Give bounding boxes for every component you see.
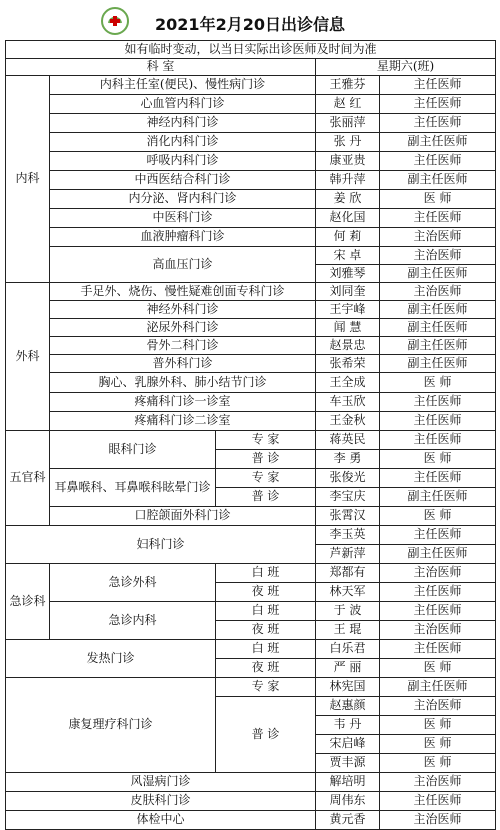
dept-name: 手足外、烧伤、慢性疑难创面专科门诊 [50, 283, 316, 301]
dept-name: 康复理疗科门诊 [6, 678, 216, 773]
doctor-name: 李宝庆 [316, 488, 380, 507]
doctor-title: 医 师 [380, 659, 496, 678]
doctor-name: 王 琨 [316, 621, 380, 640]
doctor-name: 车玉欣 [316, 393, 380, 412]
doctor-name: 周伟东 [316, 792, 380, 811]
visit-type: 专 家 [216, 469, 316, 488]
doctor-title: 副主任医师 [380, 488, 496, 507]
doctor-name: 解培明 [316, 773, 380, 792]
doctor-name: 赵惠颜 [316, 697, 380, 716]
doctor-title: 医 师 [380, 373, 496, 393]
doctor-name: 张俊光 [316, 469, 380, 488]
page-title: 2021年2月20日出诊信息 [155, 15, 345, 34]
dept-name: 普外科门诊 [50, 355, 316, 373]
doctor-title: 主任医师 [380, 640, 496, 659]
doctor-title: 医 师 [380, 450, 496, 469]
doctor-name: 张希荣 [316, 355, 380, 373]
doctor-title: 主任医师 [380, 469, 496, 488]
dept-name: 胸心、乳腺外科、肺小结节门诊 [50, 373, 316, 393]
dept-name: 风湿病门诊 [6, 773, 316, 792]
doctor-title: 主治医师 [380, 811, 496, 830]
dept-name: 皮肤科门诊 [6, 792, 316, 811]
dept-name: 急诊内科 [50, 602, 216, 640]
dept-name: 中西医结合科门诊 [50, 171, 316, 190]
dept-name: 口腔颌面外科门诊 [50, 507, 316, 526]
dept-name: 体检中心 [6, 811, 316, 830]
dept-name: 妇科门诊 [6, 526, 316, 564]
doctor-name: 刘雅琴 [316, 265, 380, 283]
dept-name: 中医科门诊 [50, 209, 316, 228]
dept-name: 疼痛科门诊二诊室 [50, 412, 316, 431]
doctor-name: 王金秋 [316, 412, 380, 431]
doctor-title: 主治医师 [380, 621, 496, 640]
doctor-title: 主任医师 [380, 114, 496, 133]
dept-name: 神经内科门诊 [50, 114, 316, 133]
doctor-title: 副主任医师 [380, 301, 496, 319]
shift: 白 班 [216, 640, 316, 659]
doctor-title: 主任医师 [380, 431, 496, 450]
doctor-title: 主任医师 [380, 95, 496, 114]
group-waike: 外科 [6, 283, 50, 431]
doctor-name: 赵景忠 [316, 337, 380, 355]
header-day: 星期六(班) [316, 59, 496, 76]
shift: 夜 班 [216, 659, 316, 678]
doctor-name: 李 勇 [316, 450, 380, 469]
doctor-name: 王宇峰 [316, 301, 380, 319]
doctor-title: 主任医师 [380, 583, 496, 602]
doctor-name: 张霄汉 [316, 507, 380, 526]
dept-name: 内分泌、肾内科门诊 [50, 190, 316, 209]
doctor-name: 王雅芬 [316, 76, 380, 95]
doctor-title: 主任医师 [380, 152, 496, 171]
doctor-title: 医 师 [380, 716, 496, 735]
shift: 夜 班 [216, 621, 316, 640]
doctor-name: 白乐君 [316, 640, 380, 659]
doctor-name: 韦 丹 [316, 716, 380, 735]
dept-name: 消化内科门诊 [50, 133, 316, 152]
doctor-name: 王全成 [316, 373, 380, 393]
doctor-title: 医 师 [380, 190, 496, 209]
doctor-title: 主治医师 [380, 773, 496, 792]
doctor-title: 副主任医师 [380, 265, 496, 283]
doctor-name: 芦新萍 [316, 545, 380, 564]
dept-name: 骨外二科门诊 [50, 337, 316, 355]
notice-text: 如有临时变动，以当日实际出诊医师及时间为准 [6, 41, 496, 59]
doctor-name: 黄元香 [316, 811, 380, 830]
shift: 白 班 [216, 602, 316, 621]
dept-name: 内科主任室(便民)、慢性病门诊 [50, 76, 316, 95]
visit-type: 普 诊 [216, 488, 316, 507]
doctor-title: 副主任医师 [380, 133, 496, 152]
dept-name: 神经外科门诊 [50, 301, 316, 319]
doctor-name: 贾丰源 [316, 754, 380, 773]
dept-name: 呼吸内科门诊 [50, 152, 316, 171]
doctor-name: 蒋英民 [316, 431, 380, 450]
doctor-title: 主治医师 [380, 697, 496, 716]
doctor-name: 郑都有 [316, 564, 380, 583]
doctor-name: 严 丽 [316, 659, 380, 678]
doctor-title: 副主任医师 [380, 678, 496, 697]
dept-name: 发热门诊 [6, 640, 216, 678]
doctor-name: 李玉英 [316, 526, 380, 545]
shift: 白 班 [216, 564, 316, 583]
dept-name: 心血管内科门诊 [50, 95, 316, 114]
doctor-title: 医 师 [380, 507, 496, 526]
visit-type: 专 家 [216, 431, 316, 450]
doctor-title: 主任医师 [380, 393, 496, 412]
shift: 夜 班 [216, 583, 316, 602]
dept-name: 血液肿瘤科门诊 [50, 228, 316, 247]
doctor-title: 副主任医师 [380, 171, 496, 190]
doctor-title: 主治医师 [380, 283, 496, 301]
visit-type: 普 诊 [216, 450, 316, 469]
doctor-name: 刘同奎 [316, 283, 380, 301]
doctor-name: 宋启峰 [316, 735, 380, 754]
doctor-name: 韩升萍 [316, 171, 380, 190]
doctor-name: 赵 红 [316, 95, 380, 114]
doctor-title: 主任医师 [380, 792, 496, 811]
doctor-title: 主任医师 [380, 209, 496, 228]
doctor-title: 主治医师 [380, 564, 496, 583]
group-wuguan: 五官科 [6, 431, 50, 526]
doctor-title: 主任医师 [380, 526, 496, 545]
visit-type: 普 诊 [216, 697, 316, 773]
dept-name: 耳鼻喉科、耳鼻喉科眩晕门诊 [50, 469, 216, 507]
doctor-name: 林宪国 [316, 678, 380, 697]
doctor-name: 康亚贵 [316, 152, 380, 171]
doctor-title: 副主任医师 [380, 355, 496, 373]
doctor-name: 张丽萍 [316, 114, 380, 133]
group-neike: 内科 [6, 76, 50, 283]
doctor-name: 何 莉 [316, 228, 380, 247]
doctor-name: 姜 欣 [316, 190, 380, 209]
visit-type: 专 家 [216, 678, 316, 697]
schedule-table [5, 40, 496, 830]
doctor-title: 副主任医师 [380, 337, 496, 355]
doctor-title: 医 师 [380, 735, 496, 754]
dept-name: 急诊外科 [50, 564, 216, 602]
doctor-name: 赵化国 [316, 209, 380, 228]
doctor-name: 宋 卓 [316, 247, 380, 265]
doctor-title: 主任医师 [380, 412, 496, 431]
doctor-name: 闻 慧 [316, 319, 380, 337]
doctor-title: 医 师 [380, 754, 496, 773]
doctor-title: 主任医师 [380, 602, 496, 621]
dept-name: 眼科门诊 [50, 431, 216, 469]
doctor-title: 副主任医师 [380, 319, 496, 337]
doctor-title: 主任医师 [380, 76, 496, 95]
dept-name: 疼痛科门诊一诊室 [50, 393, 316, 412]
doctor-name: 林天军 [316, 583, 380, 602]
doctor-name: 张 丹 [316, 133, 380, 152]
header-dept: 科 室 [6, 59, 316, 76]
doctor-title: 主治医师 [380, 247, 496, 265]
doctor-title: 主治医师 [380, 228, 496, 247]
doctor-title: 副主任医师 [380, 545, 496, 564]
doctor-name: 于 波 [316, 602, 380, 621]
group-jizhen: 急诊科 [6, 564, 50, 640]
dept-name: 高血压门诊 [50, 247, 316, 283]
dept-name: 泌尿外科门诊 [50, 319, 316, 337]
